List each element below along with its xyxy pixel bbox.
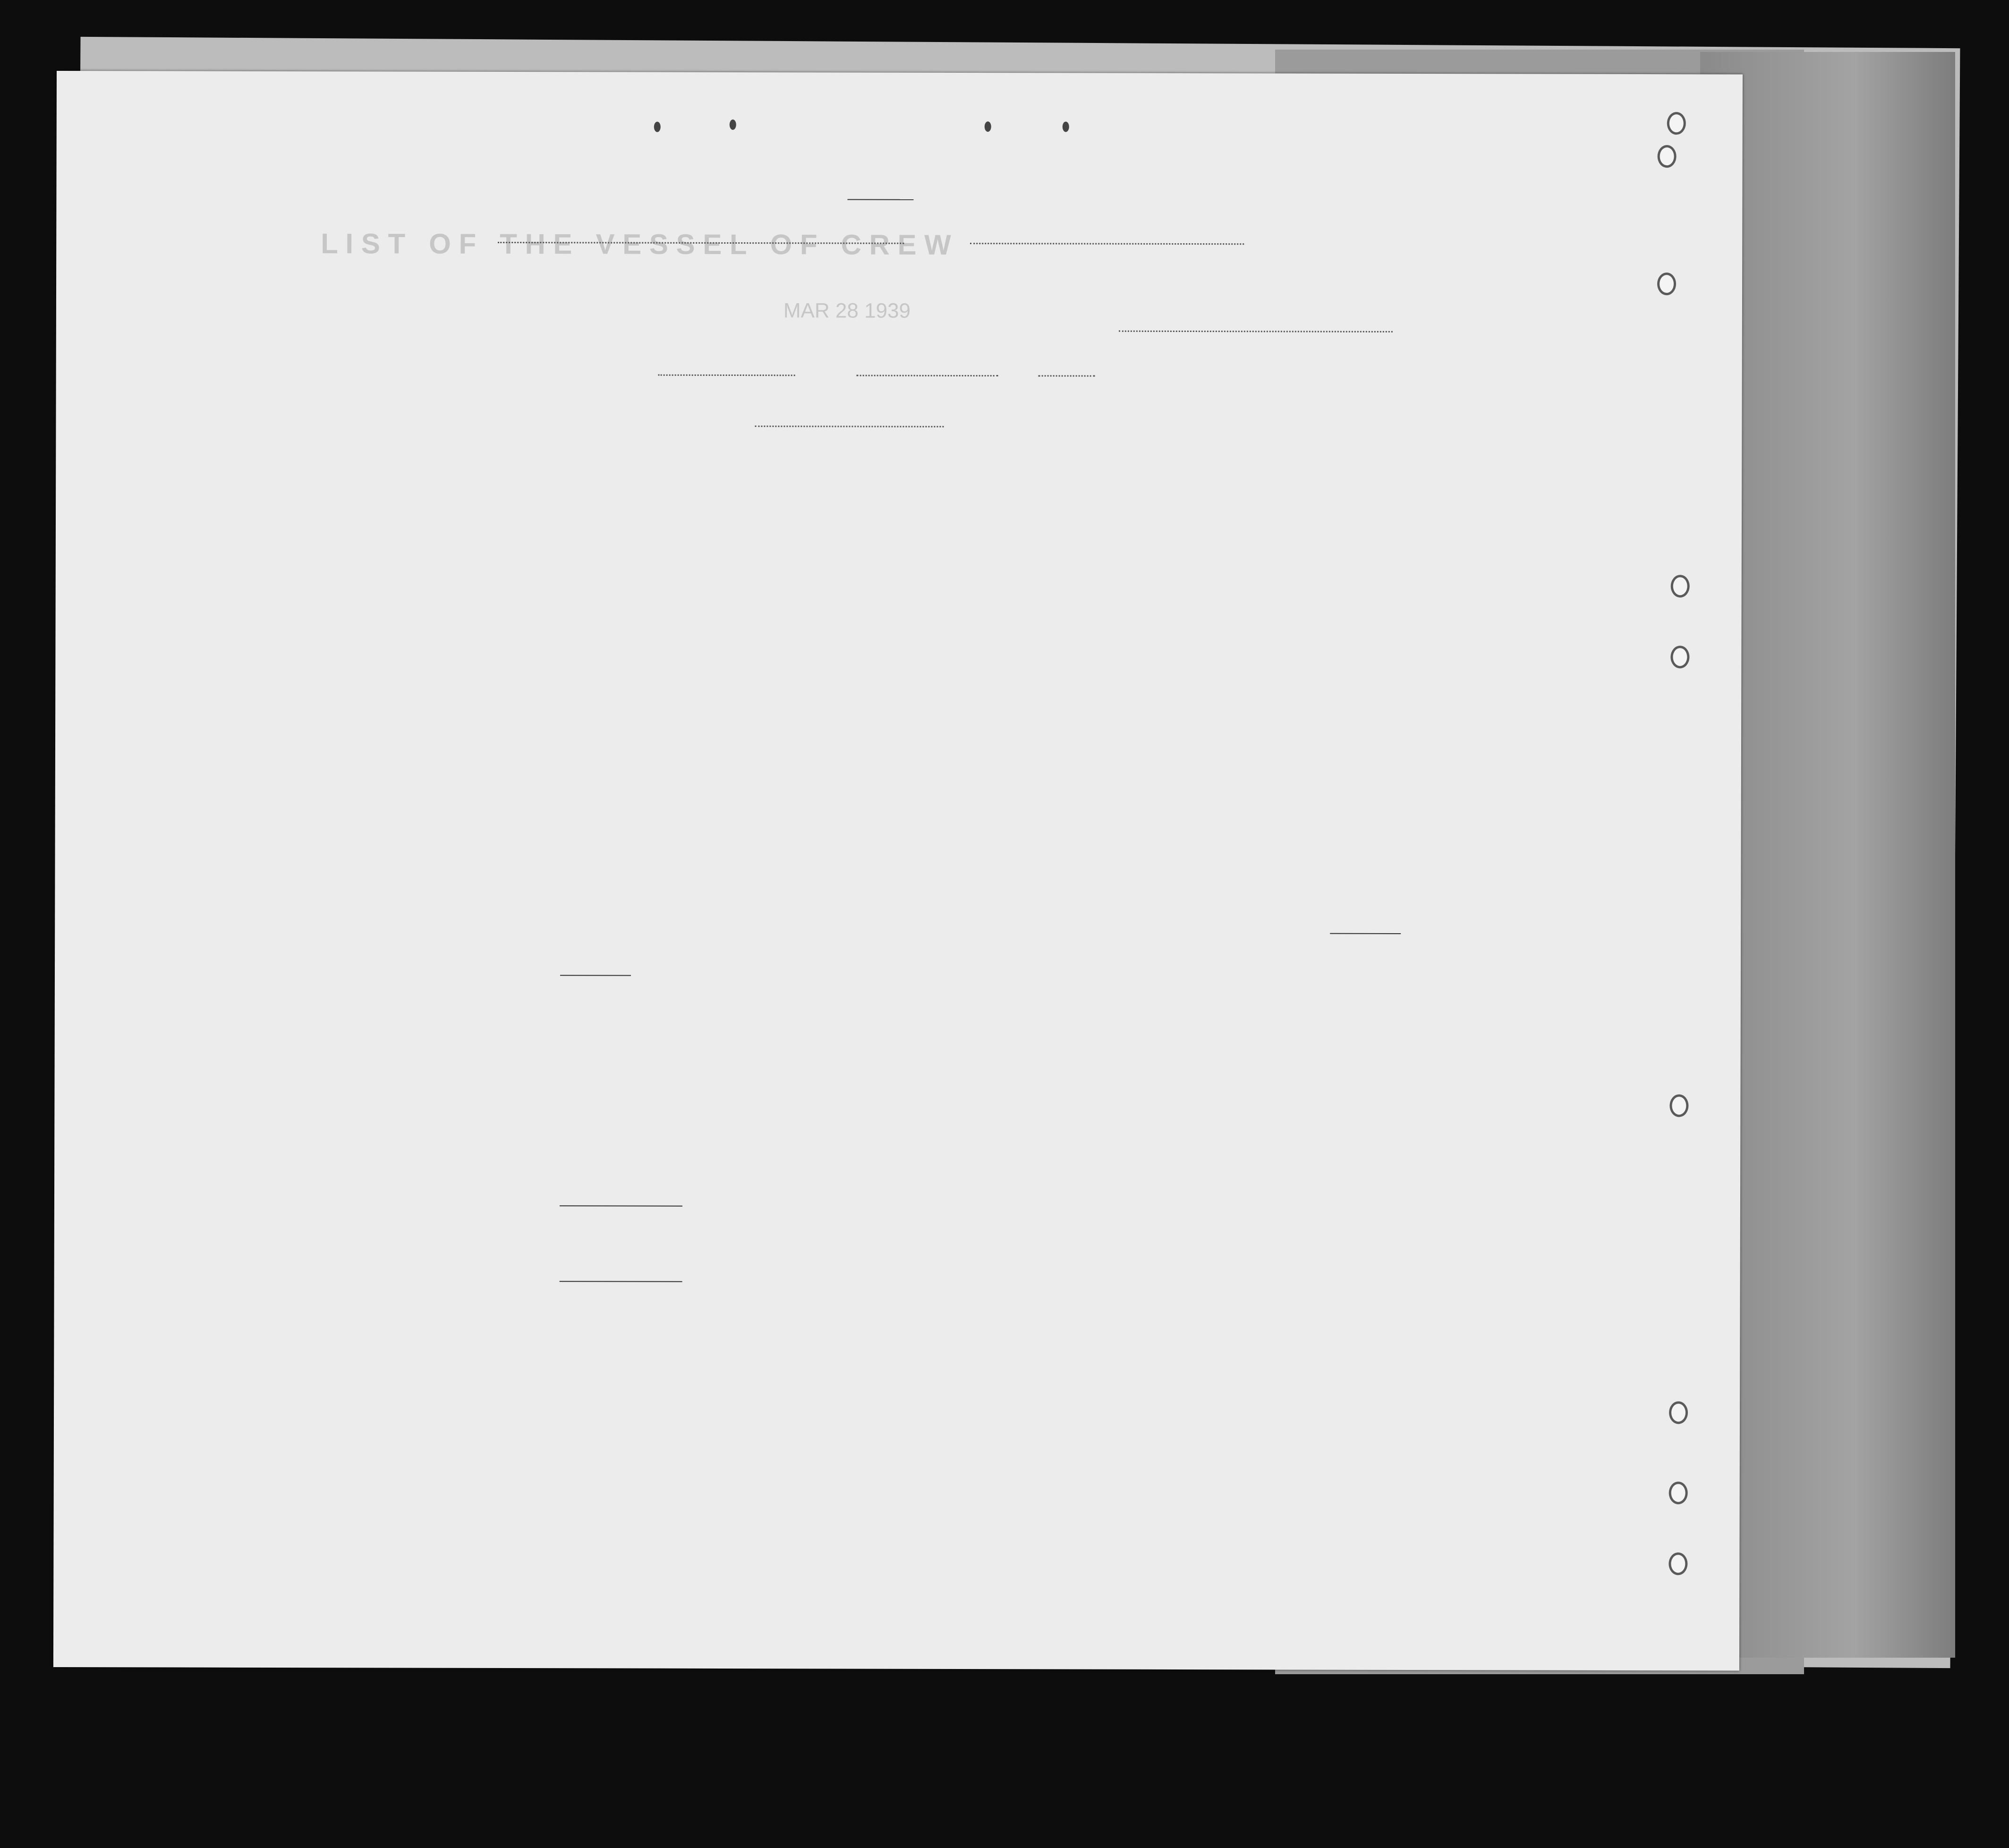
show-through-text: L I S T O F T H E V E S S E L O F C R E W — [321, 228, 951, 261]
divider — [560, 975, 631, 976]
divider — [560, 1281, 682, 1282]
inspector-signature-blank — [755, 426, 944, 427]
affidavit-page — [53, 71, 1743, 1670]
punch-hole — [985, 121, 991, 132]
punch-hole — [1657, 273, 1676, 295]
divider — [1330, 933, 1401, 934]
master-signature-blank — [1119, 331, 1393, 332]
punch-hole — [730, 119, 736, 130]
divider — [560, 1205, 682, 1207]
punch-hole — [1668, 1552, 1687, 1575]
day-blank — [658, 375, 795, 376]
punch-hole — [1658, 145, 1677, 168]
punch-hole — [1669, 1482, 1688, 1504]
punch-hole — [1667, 112, 1686, 135]
punch-hole — [1669, 1401, 1688, 1424]
punch-hole — [654, 122, 661, 132]
punch-hole — [1670, 646, 1689, 668]
punch-hole — [1669, 1094, 1688, 1117]
punch-hole — [1671, 575, 1690, 597]
vessel-blank — [970, 243, 1244, 245]
show-through-stamp: MAR 28 1939 — [783, 299, 911, 323]
divider — [847, 199, 913, 200]
year-blank — [1039, 375, 1095, 376]
punch-hole — [1063, 121, 1069, 132]
month-blank — [857, 375, 998, 377]
